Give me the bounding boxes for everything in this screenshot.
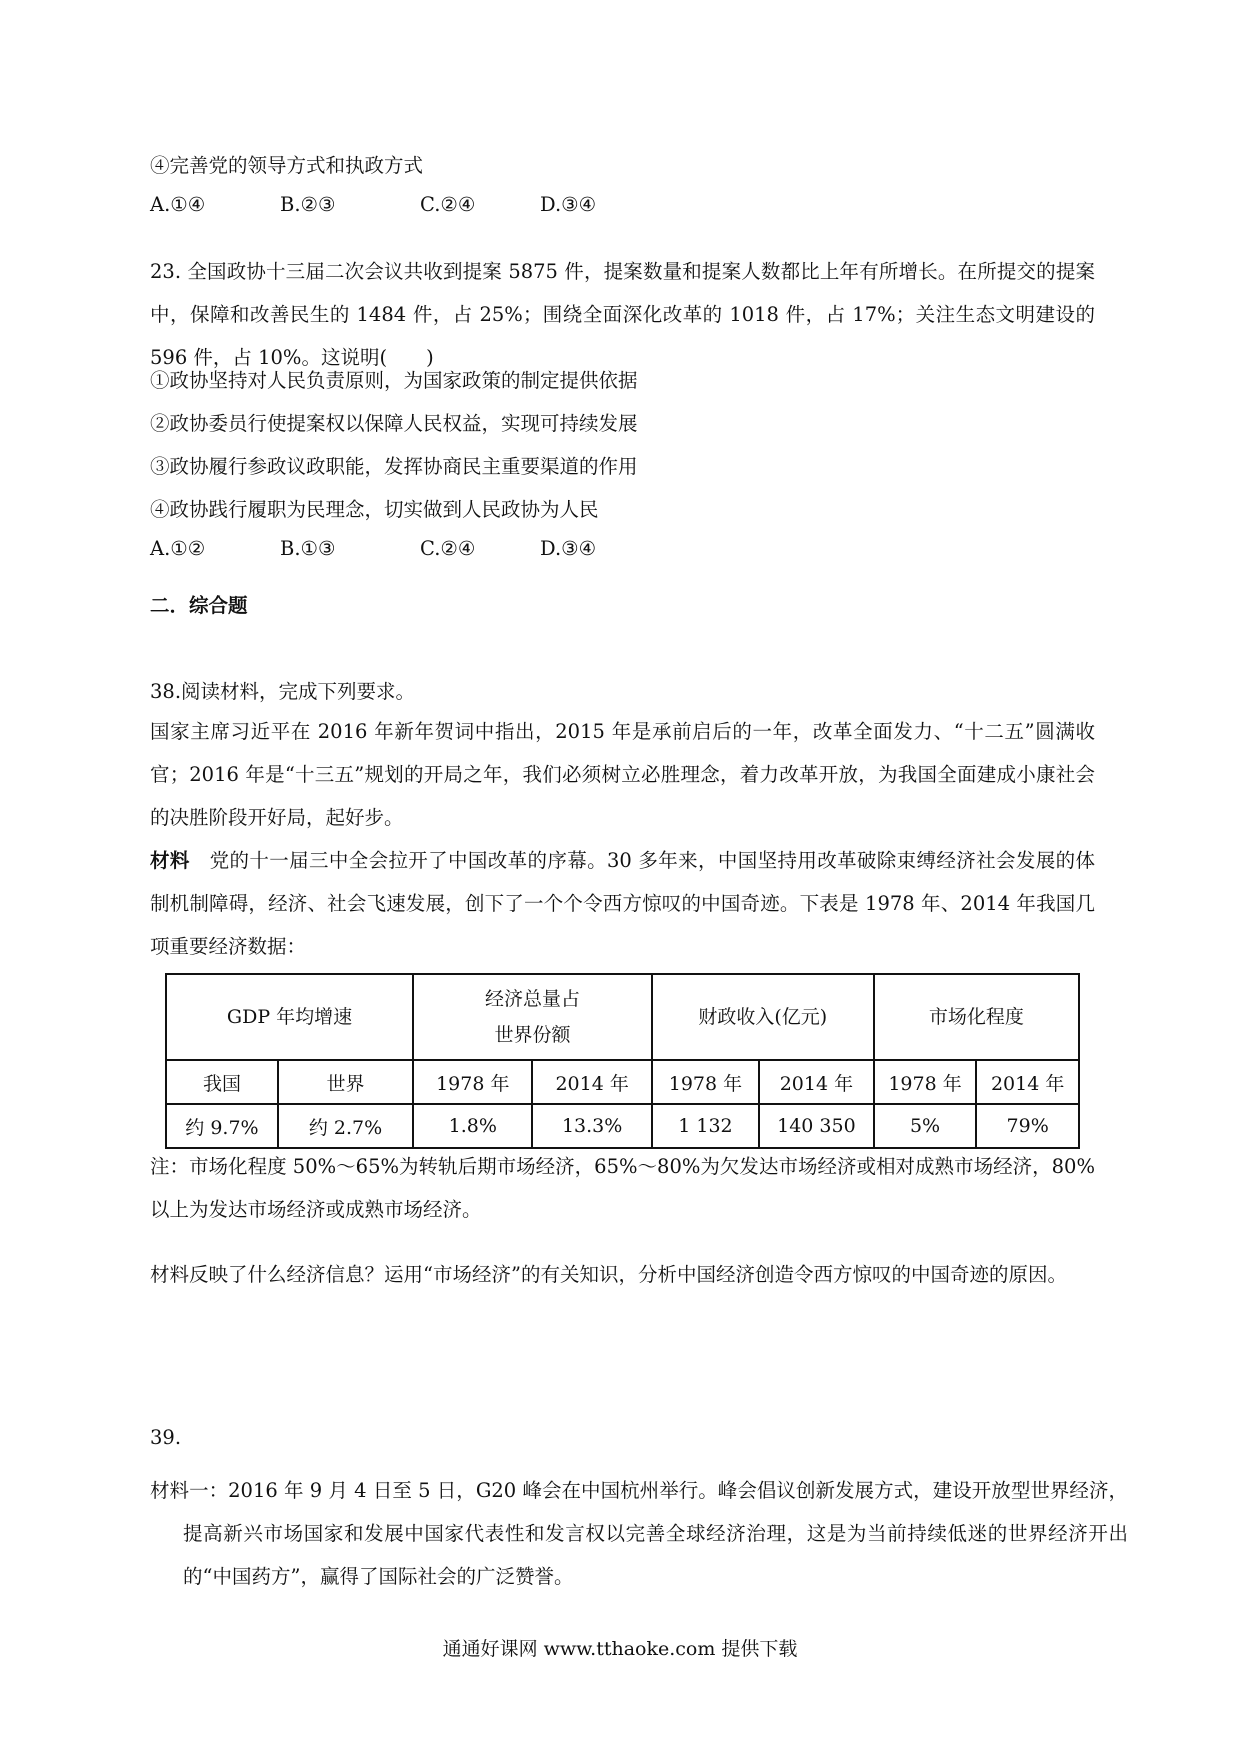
data-cell: 约 9.7% bbox=[166, 1104, 278, 1148]
data-cell: 5% bbox=[874, 1104, 977, 1148]
subheader-cell: 1978 年 bbox=[652, 1060, 759, 1104]
header-gdp-growth: GDP 年均增速 bbox=[166, 974, 413, 1060]
subheader-cell: 1978 年 bbox=[413, 1060, 532, 1104]
q22-choice-a: A.①④ bbox=[150, 193, 206, 216]
q23-item-4: ④政协践行履职为民理念，切实做到人民政协为人民 bbox=[150, 498, 599, 521]
q23-stem: 23. 全国政协十三届二次会议共收到提案 5875 件，提案数量和提案人数都比上年有所增长。在所提交的提案中，保障和改善民生的 1484 件，占 25%；围绕全面深化改革的 1018 件，占 17%；关注生态文明建设的 596 件，占 10%。这说明( ) bbox=[150, 260, 1095, 369]
q38-intro: 国家主席习近平在 2016 年新年贺词中指出，2015 年是承前启后的一年，改革全面发力、“十二五”圆满收官；2016 年是“十三五”规划的开局之年，我们必须树立必胜理念，着力改革开放，为我国全面建成小康社会的决胜阶段开好局，起好步。 bbox=[150, 720, 1095, 829]
q38-question: 材料反映了什么经济信息？运用“市场经济”的有关知识，分析中国经济创造令西方惊叹的中国奇迹的原因。 bbox=[150, 1263, 1067, 1286]
subheader-cell: 我国 bbox=[166, 1060, 278, 1104]
q38-material bbox=[150, 839, 1095, 968]
q22-choice-d: D.③④ bbox=[540, 193, 597, 216]
q23-choice-d: D.③④ bbox=[540, 537, 597, 560]
data-cell: 约 2.7% bbox=[278, 1104, 413, 1148]
q22-choice-b: B.②③ bbox=[280, 193, 336, 216]
material-label: 材料 bbox=[150, 849, 190, 872]
header-fiscal-revenue: 财政收入(亿元) bbox=[652, 974, 874, 1060]
subheader-cell: 2014 年 bbox=[532, 1060, 651, 1104]
q22-choices bbox=[150, 193, 596, 216]
q22-choice-c: C.②④ bbox=[420, 193, 476, 216]
table-note: 注：市场化程度 50%～65%为转轨后期市场经济，65%～80%为欠发达市场经济或相对成熟市场经济，80%以上为发达市场经济或成熟市场经济。 bbox=[150, 1155, 1095, 1221]
subheader-cell: 世界 bbox=[278, 1060, 413, 1104]
subheader-cell: 2014 年 bbox=[976, 1060, 1079, 1104]
section-2-title: 二．综合题 bbox=[150, 594, 248, 617]
footer: 通通好课网 www.tthaoke.com 提供下载 bbox=[442, 1638, 798, 1660]
q23-item-1: ①政协坚持对人民负责原则，为国家政策的制定提供依据 bbox=[150, 369, 638, 392]
data-cell: 1 132 bbox=[652, 1104, 759, 1148]
economic-data-table bbox=[165, 973, 1080, 1149]
q39-number: 39. bbox=[150, 1426, 182, 1449]
q23-item-3: ③政协履行参政议政职能，发挥协商民主重要渠道的作用 bbox=[150, 455, 638, 478]
data-cell: 79% bbox=[976, 1104, 1079, 1148]
header-marketization: 市场化程度 bbox=[874, 974, 1079, 1060]
q23-choice-a: A.①② bbox=[150, 537, 206, 560]
data-cell: 1.8% bbox=[413, 1104, 532, 1148]
header-world-share: 经济总量占 世界份额 bbox=[413, 974, 652, 1060]
q22-option-4: ④完善党的领导方式和执政方式 bbox=[150, 154, 424, 177]
q23-item-2: ②政协委员行使提案权以保障人民权益，实现可持续发展 bbox=[150, 412, 638, 435]
q39-material-1: 材料一：2016 年 9 月 4 日至 5 日，G20 峰会在中国杭州举行。峰会倡议创新发展方式，建设开放型世界经济，提高新兴市场国家和发展中国家代表性和发言权以完善全球经济治理，这是为当前持续低迷的世界经济开出的“中国药方”，赢得了国际社会的广泛赞誉。 bbox=[150, 1479, 1128, 1588]
data-cell: 140 350 bbox=[759, 1104, 874, 1148]
q23-choice-b: B.①③ bbox=[280, 537, 336, 560]
q38-title: 38.阅读材料，完成下列要求。 bbox=[150, 680, 416, 703]
material-text: 党的十一届三中全会拉开了中国改革的序幕。30 多年来，中国坚持用改革破除束缚经济社会发展的体制机制障碍，经济、社会飞速发展，创下了一个个令西方惊叹的中国奇迹。下表是 1978 年、2014 年我国几项重要经济数据： bbox=[150, 849, 1095, 958]
q23-choices bbox=[150, 537, 596, 560]
subheader-cell: 2014 年 bbox=[759, 1060, 874, 1104]
q23-choice-c: C.②④ bbox=[420, 537, 476, 560]
subheader-cell: 1978 年 bbox=[874, 1060, 977, 1104]
data-cell: 13.3% bbox=[532, 1104, 651, 1148]
